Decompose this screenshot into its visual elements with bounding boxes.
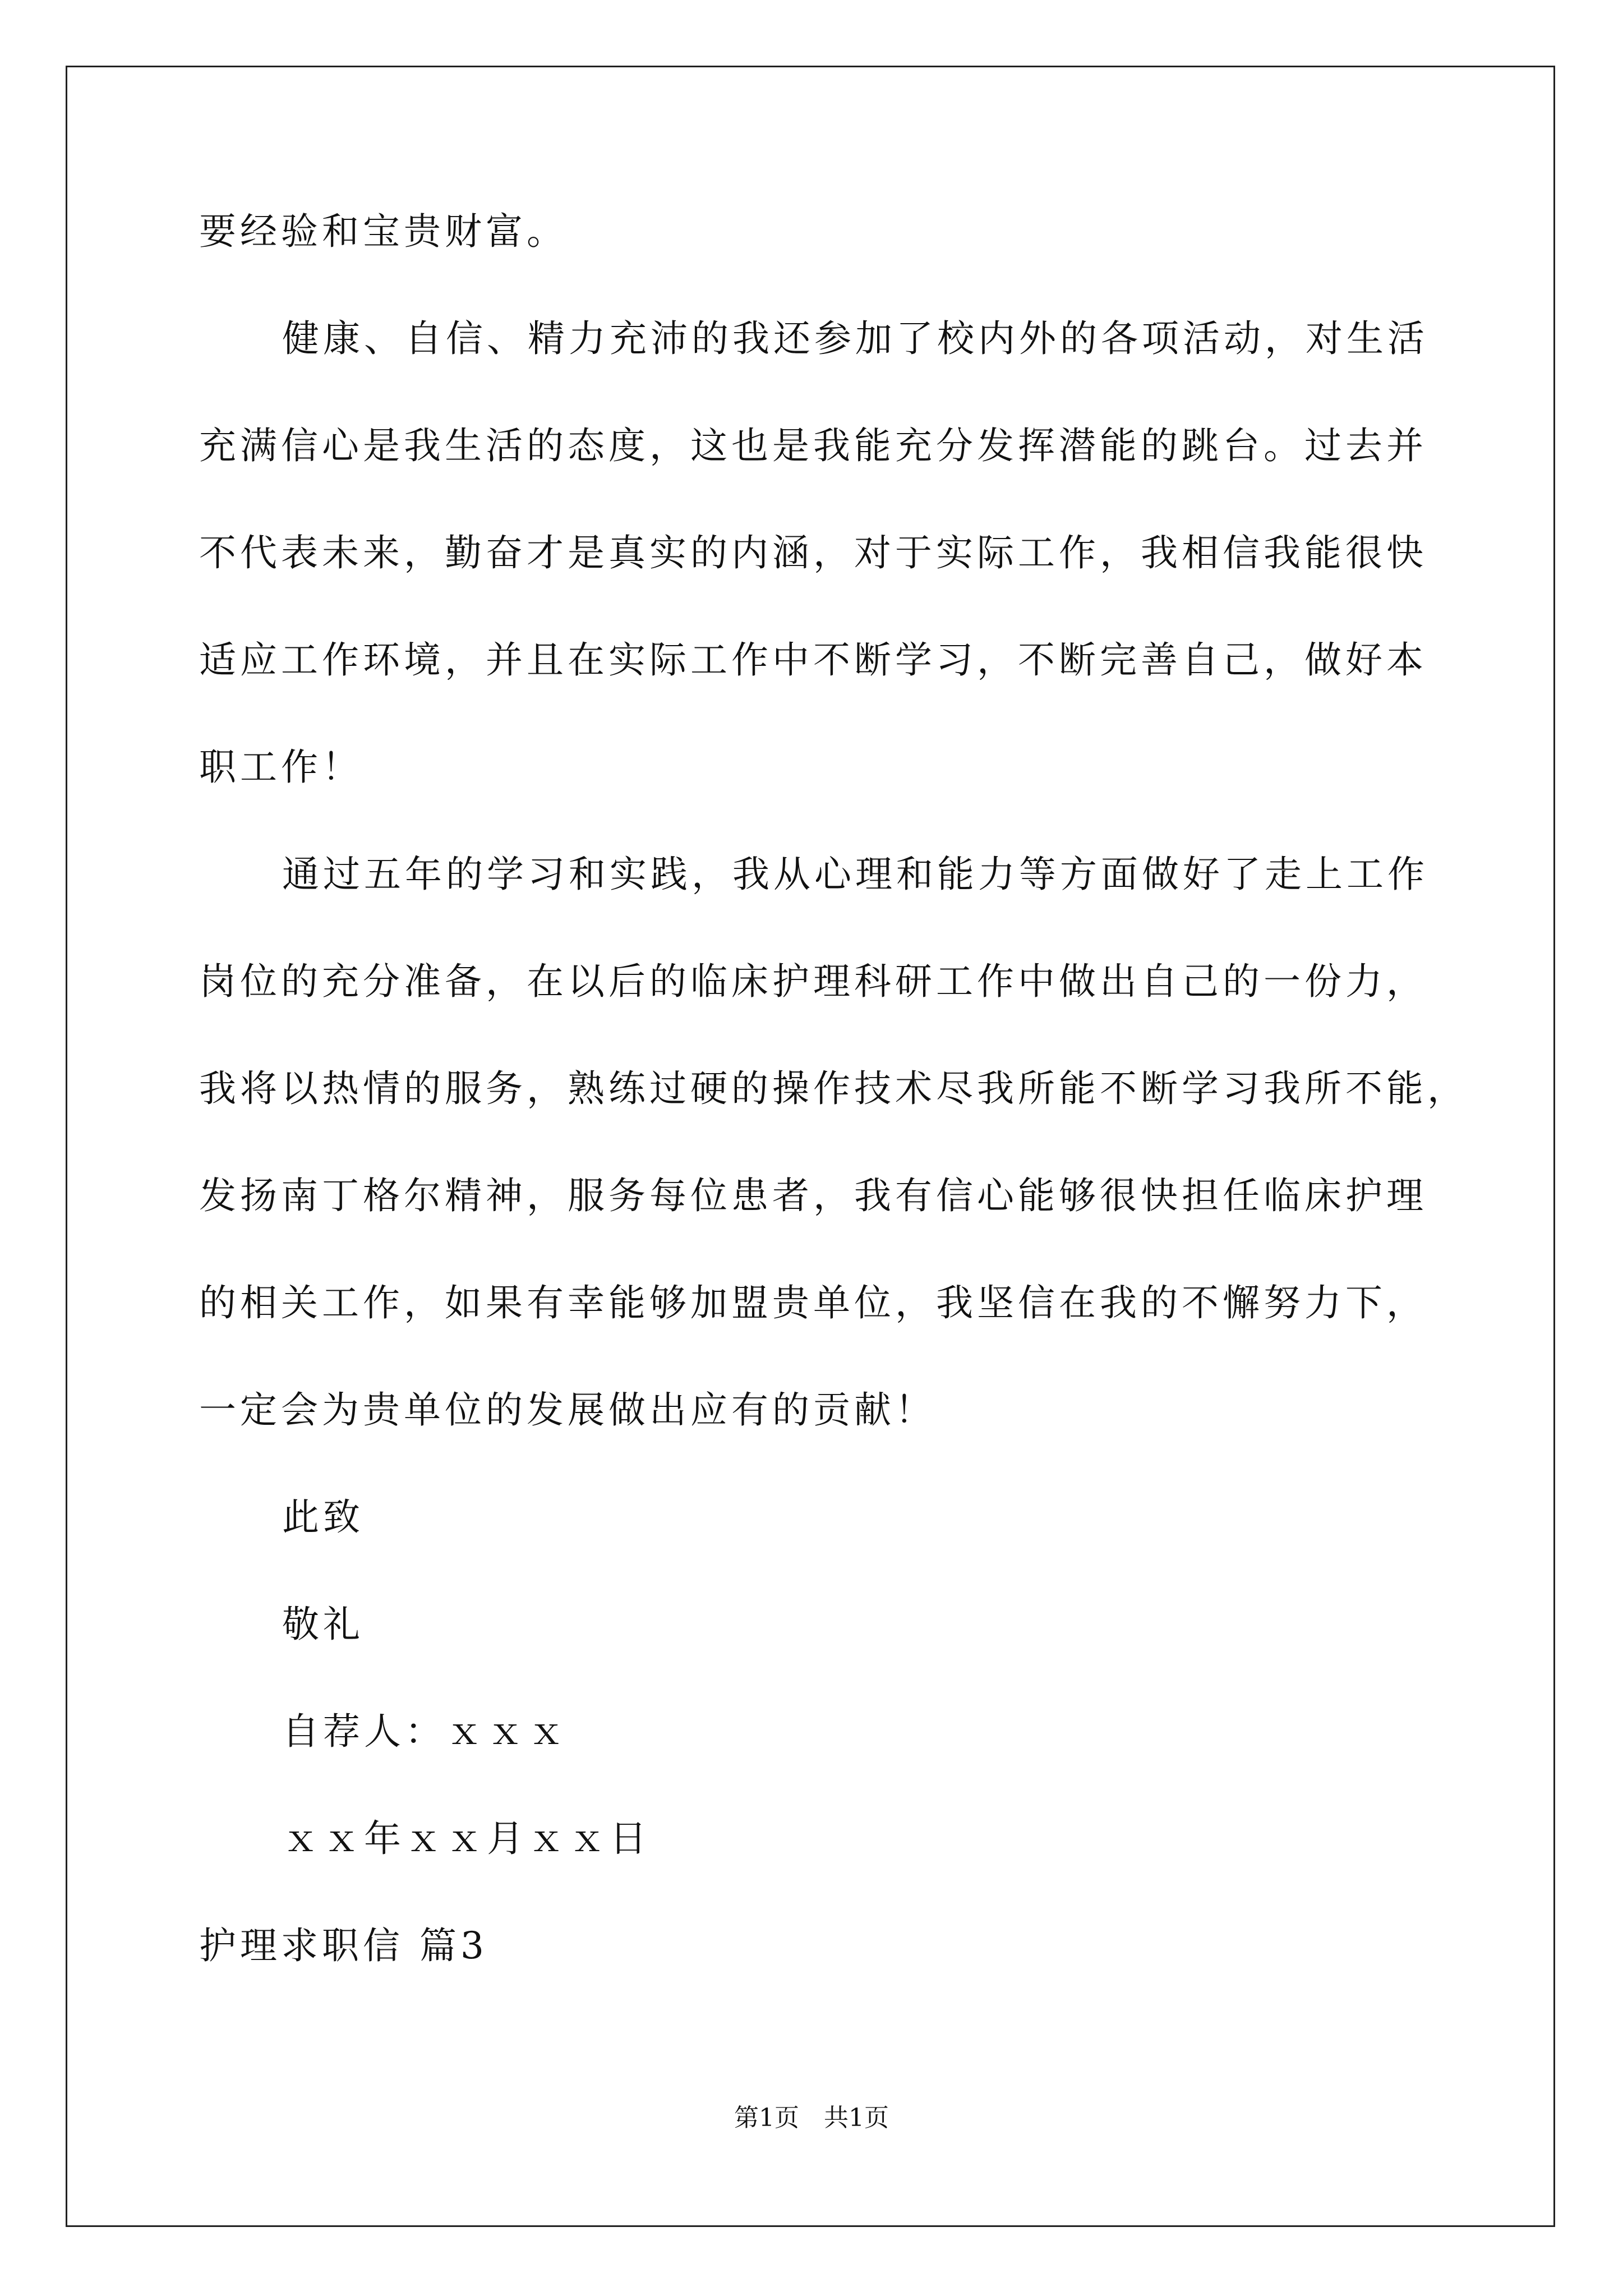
page-border xyxy=(66,66,1555,2227)
body-line-5: 适应工作环境，并且在实际工作中不断学习，不断完善自己，做好本 xyxy=(199,638,1427,682)
page-footer: 第1页 共1页 xyxy=(734,2104,889,2132)
body-line-7: 通过五年的学习和实践，我从心理和能力等方面做好了走上工作 xyxy=(282,853,1428,896)
body-line-3: 充满信心是我生活的态度，这也是我能充分发挥潜能的跳台。过去并 xyxy=(199,424,1427,467)
section-heading: 护理求职信 篇3 xyxy=(199,1924,488,1967)
date-line: ｘｘ年ｘｘ月ｘｘ日 xyxy=(282,1817,651,1860)
body-line-9: 我将以热情的服务，熟练过硬的操作技术尽我所能不断学习我所不能， xyxy=(199,1067,1468,1110)
signature-line: 自荐人：ｘｘｘ xyxy=(282,1710,569,1753)
closing-regards: 敬礼 xyxy=(282,1603,364,1646)
body-line-4: 不代表未来，勤奋才是真实的内涵，对于实际工作，我相信我能很快 xyxy=(199,531,1427,574)
body-line-6: 职工作！ xyxy=(199,746,363,789)
body-line-1: 要经验和宝贵财富。 xyxy=(199,210,568,253)
body-line-12: 一定会为贵单位的发展做出应有的贡献！ xyxy=(199,1388,936,1432)
body-line-10: 发扬南丁格尔精神，服务每位患者，我有信心能够很快担任临床护理 xyxy=(199,1174,1427,1217)
body-line-2: 健康、自信、精力充沛的我还参加了校内外的各项活动，对生活 xyxy=(282,317,1428,360)
body-line-8: 岗位的充分准备，在以后的临床护理科研工作中做出自己的一份力， xyxy=(199,960,1427,1003)
closing-salutation: 此致 xyxy=(282,1496,364,1539)
body-line-11: 的相关工作，如果有幸能够加盟贵单位，我坚信在我的不懈努力下， xyxy=(199,1281,1427,1324)
